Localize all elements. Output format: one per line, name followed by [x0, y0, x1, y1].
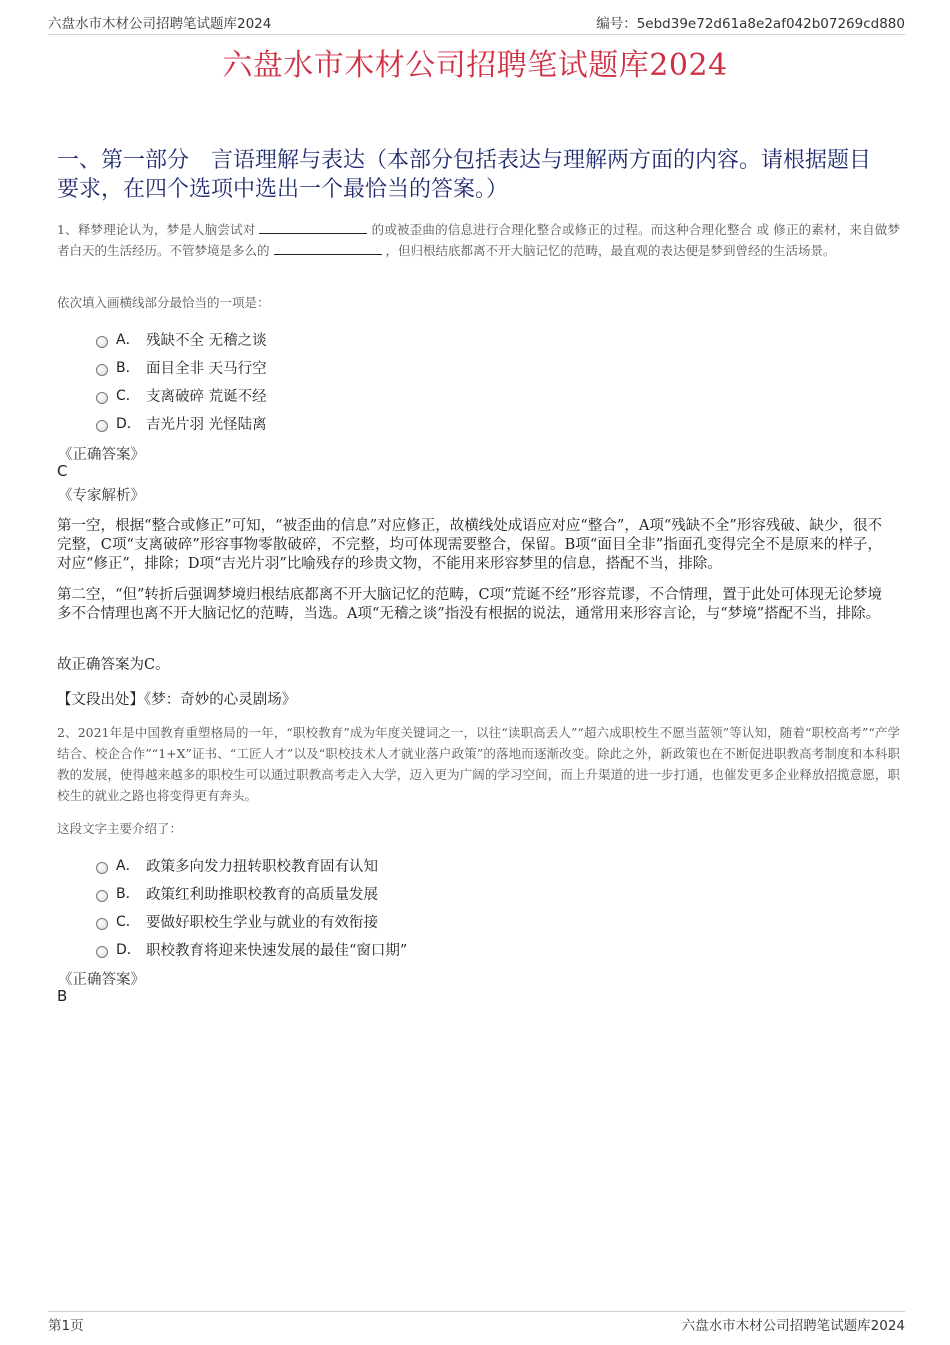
- answer-value: B: [57, 987, 68, 1005]
- analysis-conclusion: 故正确答案为C。: [57, 657, 170, 673]
- question-1-text: 1、释梦理论认为，梦是人脑尝试对 的或被歪曲的信息进行合理化整合或修正的过程。而这种合理化整合 或 修正的素材，来自做梦者白天的生活经历。不管梦境是多么的 ，但归根结底都离不开大脑记忆的范畴，最直观的表达便是梦到曾经的生活场景。: [57, 222, 900, 258]
- radio-icon[interactable]: [96, 336, 108, 348]
- analysis-label: 《专家解析》: [58, 488, 145, 504]
- document-title: 六盘水市木材公司招聘笔试题库2024: [222, 48, 728, 83]
- page-number: 第1页: [48, 1318, 84, 1334]
- radio-icon[interactable]: [96, 918, 108, 930]
- analysis-paragraph: 第一空，根据“整合或修正”可知，“被歪曲的信息”对应修正，故横线处成语应对应“整合”，A项“残缺不全”形容残破、缺少，很不完整，C项“支离破碎”形容事物零散破碎，不完整，均可体现需要整合，保留。B项“面目全非”指面孔变得完全不是原来的样子，对应“修正”，排除；D项“吉光片羽”比喻残存的珍贵文物，不能用来形容梦里的信息，搭配不当，排除。: [57, 518, 882, 572]
- radio-icon[interactable]: [96, 946, 108, 958]
- page-footer: [48, 1311, 905, 1334]
- question-2-text: 2、2021年是中国教育重塑格局的一年，“职校教育”成为年度关键词之一，以往“读职高丢人”“超六成职校生不愿当蓝领”等认知，随着“职校高考”“产学结合、校企合作”“1+X”证书、“工匠人才”以及“职校技术人才就业落户政策”的落地而逐渐改变。除此之外，新政策也在不断促进职教高考制度和本科职教的发展，使得越来越多的职校生可以通过职教高考走入大学，迈入更为广阔的学习空间，而上升渠道的进一步打通，也催发更多企业释放招揽意愿，职校生的就业之路也将变得更有奔头。: [57, 725, 900, 803]
- analysis-paragraph: 第二空，“但”转折后强调梦境归根结底都离不开大脑记忆的范畴，C项“荒诞不经”形容荒谬，不合情理，置于此处可体现无论梦境多不合情理也离不开大脑记忆的范畴，当选。A项“无稽之谈”指没有根据的说法，通常用来形容言论，与“梦境”搭配不当，排除。: [57, 587, 882, 622]
- document-id: 编号：5ebd39e72d61a8e2af042b07269cd880: [596, 16, 905, 32]
- radio-icon[interactable]: [96, 890, 108, 902]
- option-a[interactable]: A． 残缺不全 无稽之谈: [96, 325, 267, 353]
- option-b[interactable]: B． 政策红利助推职校教育的高质量发展: [96, 879, 407, 907]
- option-a[interactable]: A． 政策多向发力扭转职校教育固有认知: [96, 851, 407, 879]
- radio-icon[interactable]: [96, 364, 108, 376]
- section-heading: 一、第一部分 言语理解与表达（本部分包括表达与理解两方面的内容。请根据题目要求，在四个选项中选出一个最恰当的答案。）: [57, 148, 872, 202]
- option-d[interactable]: D． 吉光片羽 光怪陆离: [96, 409, 267, 437]
- source-citation: 【文段出处】《梦：奇妙的心灵剧场》: [57, 692, 297, 708]
- answer-value: C: [57, 462, 68, 480]
- option-b[interactable]: B． 面目全非 天马行空: [96, 353, 267, 381]
- question-1-prompt: 依次填入画横线部分最恰当的一项是：: [57, 295, 270, 310]
- answer-label: 《正确答案》: [58, 972, 145, 988]
- radio-icon[interactable]: [96, 862, 108, 874]
- option-c[interactable]: C． 支离破碎 荒诞不经: [96, 381, 267, 409]
- fill-blank: [259, 221, 367, 234]
- header-title: 六盘水市木材公司招聘笔试题库2024: [48, 16, 272, 32]
- fill-blank: [274, 242, 382, 255]
- page-header: [48, 12, 905, 35]
- footer-title: 六盘水市木材公司招聘笔试题库2024: [681, 1318, 905, 1334]
- radio-icon[interactable]: [96, 392, 108, 404]
- answer-label: 《正确答案》: [58, 447, 145, 463]
- question-2-prompt: 这段文字主要介绍了：: [57, 821, 183, 836]
- question-1-options: [96, 325, 267, 437]
- option-c[interactable]: C． 要做好职校生学业与就业的有效衔接: [96, 907, 407, 935]
- radio-icon[interactable]: [96, 420, 108, 432]
- question-2-options: [96, 851, 407, 963]
- option-d[interactable]: D． 职校教育将迎来快速发展的最佳“窗口期”: [96, 935, 407, 963]
